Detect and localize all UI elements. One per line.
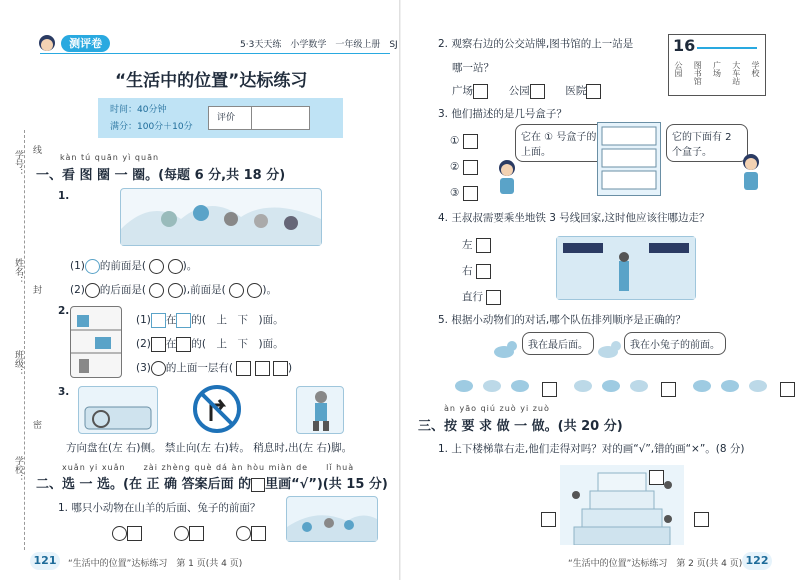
no-right-turn-sign-icon	[193, 385, 241, 437]
bus-stop: 广场	[712, 61, 722, 77]
q3-number: 3.	[58, 386, 70, 398]
item-icon	[273, 361, 288, 376]
margin-school: 学校：	[13, 456, 23, 483]
r-q4-options: 左 右 直行	[462, 232, 501, 310]
answer-box[interactable]	[694, 512, 709, 527]
s3-q1-text: 1. 上下楼梯靠右走,他们走得对吗？对的画“√”,错的画“×”。(8 分)	[438, 443, 745, 455]
margin-id: 学号：	[13, 150, 23, 177]
animal-icon	[168, 283, 183, 298]
speech-bubble-3: 我在最后面。	[522, 332, 594, 355]
bus-stop: 公园	[674, 61, 683, 77]
margin-seal-line: 线	[31, 145, 41, 154]
kid-face-icon	[38, 34, 56, 52]
q2-line3: (3) 的上面一层有( )	[136, 362, 293, 374]
r-q4-text: 4. 王叔叔需要乘坐地铁 3 号线回家,这时他应该往哪边走？	[438, 212, 710, 224]
item-icon	[151, 337, 166, 352]
animal-icon	[85, 283, 100, 298]
q1-number: 1.	[58, 190, 70, 202]
sec2-pinyin: xuǎn yi xuǎn zài zhèng què dá àn hòu miàn de lǐ huà	[62, 463, 355, 472]
item-icon	[255, 361, 270, 376]
dog-icon	[594, 338, 622, 364]
animal-icon	[112, 526, 127, 541]
r-q3-text: 3. 他们描述的是几号盒子？	[438, 108, 567, 120]
bus-stop: 学校	[751, 61, 760, 77]
page-number-right: 122	[742, 552, 772, 570]
answer-box[interactable]	[127, 526, 142, 541]
bus-number: 16	[673, 36, 696, 55]
boy-figure-icon	[492, 158, 522, 202]
r-q5-text: 5. 根据小动物们的对话,哪个队伍排列顺序是正确的？	[438, 314, 686, 326]
r-q2-text: 2. 观察右边的公交站牌,图书馆的上一站是	[438, 38, 634, 50]
margin-dashed-line	[24, 130, 26, 550]
answer-box[interactable]	[476, 238, 491, 253]
page-number-left: 121	[30, 552, 60, 570]
answer-box[interactable]	[463, 186, 478, 201]
subway-station-picture	[556, 236, 696, 300]
q1-line2: (2) 的后面是( ),前面是( )。	[70, 284, 277, 296]
answer-box[interactable]	[189, 526, 204, 541]
speech-bubble-1: 它在 ① 号盒子的上面。	[515, 124, 605, 162]
r-q2-options: 广场 公园 医院	[452, 83, 601, 99]
answer-box[interactable]	[251, 526, 266, 541]
r-q5-options	[452, 374, 795, 398]
page-title: “生活中的位置”达标练习	[115, 71, 308, 91]
q1-race-picture	[120, 188, 322, 246]
answer-box[interactable]	[463, 160, 478, 175]
time-limit: 时间：40分钟	[110, 105, 167, 115]
margin-seal-mi: 密	[31, 420, 41, 429]
page-fold	[399, 0, 401, 580]
answer-box[interactable]	[463, 134, 478, 149]
margin-seal-feng: 封	[31, 285, 41, 294]
bus-stop: 大车站	[731, 61, 741, 85]
animal-icon	[168, 259, 183, 274]
r-q3-options: ① ② ③	[450, 128, 478, 206]
s2-q1-text: 1. 哪只小动物在山羊的后面、兔子的前面？	[58, 502, 261, 514]
bus-stop: 图书馆	[693, 61, 703, 85]
animal-icon	[149, 259, 164, 274]
speech-bubble-4: 我在小兔子的前面。	[624, 332, 726, 355]
animal-icon	[247, 283, 262, 298]
section-1-title: 一、看 图 圈 一 圈。(每题 6 分,共 18 分)	[36, 168, 286, 183]
bus-stop-sign	[668, 34, 766, 96]
header-rule	[40, 53, 390, 54]
q2-number: 2.	[58, 305, 70, 317]
boxes-stack-picture	[597, 122, 661, 196]
answer-box[interactable]	[661, 382, 676, 397]
info-box	[98, 98, 343, 138]
s2-q1-options	[112, 523, 266, 542]
q2-line1: (1) 在 的( 上 下 )面。	[136, 314, 284, 326]
answer-box[interactable]	[473, 84, 488, 99]
boy-figure-icon	[736, 152, 766, 198]
animal-icon	[149, 283, 164, 298]
item-icon	[151, 361, 166, 376]
sec1-pinyin: kàn tú quān yì quān	[60, 153, 160, 162]
q2-line2: (2) 在 的( 上 下 )面。	[136, 338, 284, 350]
series-label: 5·3天天练 小学数学 一年级上册 SJ	[240, 40, 398, 50]
speech-bubble-2: 它的下面有 2 个盒子。	[666, 124, 748, 162]
item-icon	[176, 313, 191, 328]
animal-icon	[85, 259, 100, 274]
section-2-title: 二、选 一 选。(在 正 确 答案后面 的 里画“√”)(共 15 分)	[36, 477, 388, 492]
answer-box[interactable]	[586, 84, 601, 99]
q3-car-picture	[78, 386, 158, 434]
header-badge: 测评卷	[38, 32, 110, 52]
answer-box[interactable]	[486, 290, 501, 305]
answer-box[interactable]	[530, 84, 545, 99]
section-3-title: 三、按 要 求 做 一 做。(共 20 分)	[418, 419, 623, 434]
item-icon	[176, 337, 191, 352]
q3-person-picture	[296, 386, 344, 434]
margin-name: 姓名：	[13, 258, 23, 285]
sec3-pinyin: àn yāo qiú zuò yi zuò	[444, 404, 550, 413]
route-line	[697, 47, 757, 49]
footer-right-text: “生活中的位置”达标练习 第 2 页(共 4 页)	[568, 559, 743, 569]
footer-left-text: “生活中的位置”达标练习 第 1 页(共 4 页)	[68, 559, 243, 569]
item-icon	[151, 313, 166, 328]
answer-box[interactable]	[649, 470, 664, 485]
q1-line1: (1) 的前面是( )。	[70, 260, 198, 272]
margin-class: 班级：	[13, 350, 23, 377]
animal-icon	[229, 283, 244, 298]
answer-box[interactable]	[780, 382, 795, 397]
answer-box[interactable]	[476, 264, 491, 279]
r-q2-text2: 哪一站？	[452, 62, 494, 74]
s2-q1-picture	[286, 496, 378, 542]
q2-shelf-picture	[70, 306, 122, 378]
dog-icon	[490, 338, 518, 364]
animal-icon	[236, 526, 251, 541]
stairs-picture	[560, 465, 684, 545]
answer-box[interactable]	[541, 512, 556, 527]
animal-icon	[174, 526, 189, 541]
evaluation-cell: 评价	[208, 106, 310, 130]
full-score: 满分：100分＋10分	[110, 122, 193, 132]
item-icon	[236, 361, 251, 376]
answer-box-icon	[251, 478, 265, 492]
answer-box[interactable]	[542, 382, 557, 397]
q3-text: 方向盘在(左 右)侧。 禁止向(左 右)转。 稍息时,出(左 右)脚。	[66, 442, 353, 454]
